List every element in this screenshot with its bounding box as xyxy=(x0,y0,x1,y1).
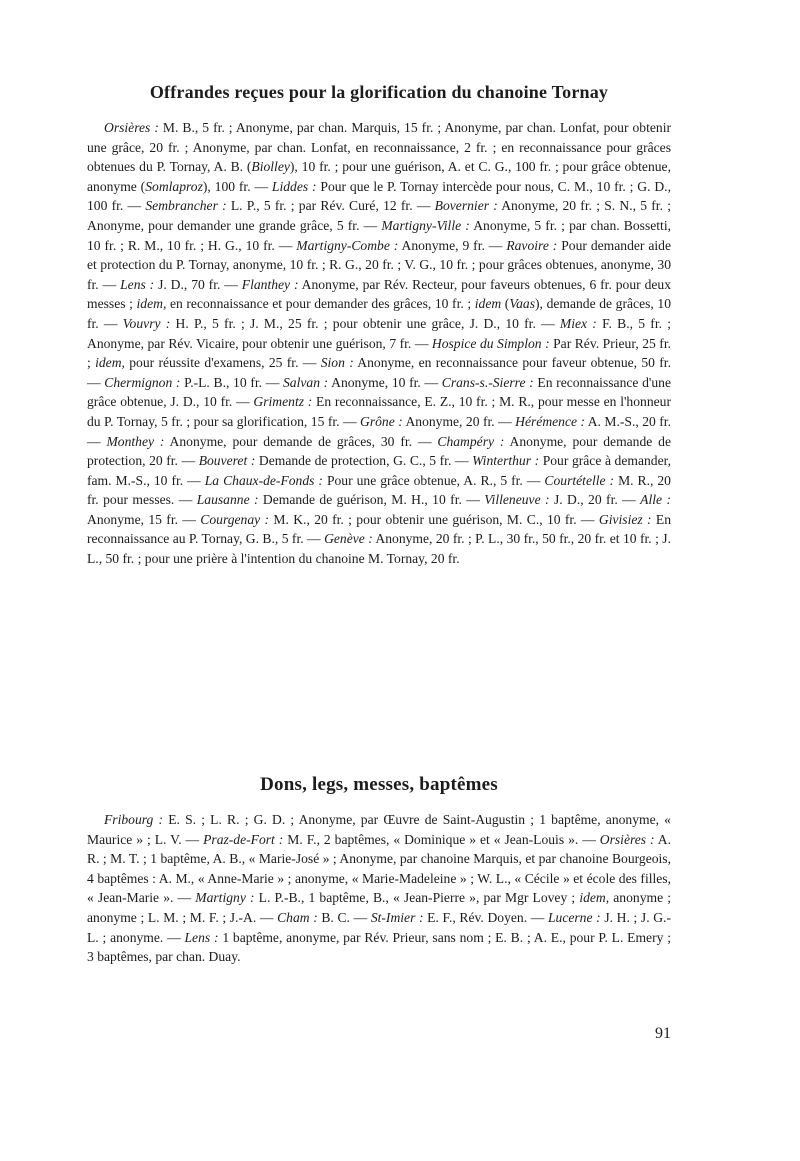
place-name: idem xyxy=(474,296,502,312)
entry-text: Demande de protection, G. C., 5 fr. — xyxy=(255,453,473,469)
entry-text: B. C. — xyxy=(317,909,371,925)
entry-text: Anonyme, en reconnaissance pour faveur obtenue, 50 fr. — xyxy=(87,355,671,390)
place-name: Courtételle : xyxy=(544,472,615,488)
entry-text: ), demande de grâces, 10 fr. — xyxy=(87,296,671,331)
place-name: Lucerne : xyxy=(547,909,601,925)
dons-heading: Dons, legs, messes, baptêmes xyxy=(260,774,498,795)
entry-text: Anonyme, 20 fr. ; S. N., 5 fr. ; Anonyme, pour demander une grande grâce, 5 fr. — xyxy=(87,198,671,233)
place-name: Bouveret : xyxy=(198,453,256,469)
place-name: Courgenay : xyxy=(200,511,270,527)
entry-text: pour réussite d'examens, 25 fr. — xyxy=(124,355,321,371)
place-name: Miex : xyxy=(559,315,597,331)
place-name: Cham : xyxy=(277,909,318,925)
place-name: Martigny-Ville : xyxy=(381,217,470,233)
place-name: Biolley xyxy=(251,159,290,175)
place-name: Vaas xyxy=(509,296,536,312)
entry-text: A. R. ; M. T. ; 1 baptême, A. B., « Marie-José » ; Anonyme, par chanoine Marquis, et par chanoine Bourgeois, 4 baptêmes : A. M., « Anne-Marie » ; anonyme, « Marie-Madeleine » ; W. L., « Cécile » et école des filles, « Jean-Marie ». — xyxy=(87,831,671,906)
place-name: Champéry : xyxy=(437,433,505,449)
entry-text: J. H. ; J. G.-L. ; anonyme. — xyxy=(87,909,671,945)
entry-text: M. R., 20 fr. pour messes. — xyxy=(87,472,671,508)
entry-text: ), 100 fr. — xyxy=(202,178,272,194)
entry-text: Anonyme, pour demande de protection, 20 fr. — xyxy=(87,433,672,469)
entry-text: Anonyme, 20 fr. ; P. L., 30 fr., 50 fr., 20 fr. et 10 fr. ; J. L., 50 fr. ; pour une prière à l'intention du chanoine M. Tornay, 20 fr. xyxy=(87,531,671,567)
place-name: Bovernier : xyxy=(434,198,498,214)
place-name: Martigny-Combe : xyxy=(296,237,399,253)
place-name: Martigny : xyxy=(195,890,255,906)
place-name: Monthey : xyxy=(106,433,165,449)
place-name: St-Imier : xyxy=(370,909,424,925)
entry-text: Anonyme, 10 fr. — xyxy=(328,374,442,390)
dons-paragraph xyxy=(87,810,671,967)
place-name: Chermignon : xyxy=(104,374,181,390)
place-name: Sion : xyxy=(320,355,354,371)
place-name: Grône : xyxy=(360,413,403,429)
entry-text: ), 10 fr. ; pour une guérison, A. et C. G., 100 fr. ; pour grâce obtenue, anonyme ( xyxy=(87,159,671,194)
entry-text: Pour grâce à demander, fam. M.-S., 10 fr. — xyxy=(87,453,671,488)
entry-text: en reconnaissance et pour demander des grâces, 10 fr. ; xyxy=(166,296,475,312)
entry-text: P.-L. B., 10 fr. — xyxy=(180,374,283,390)
place-name: Givisiez : xyxy=(598,511,652,527)
place-name: Somlaproz xyxy=(145,178,203,194)
entry-text: Anonyme, par Rév. Recteur, pour faveurs obtenues, 6 fr. pour deux messes ; xyxy=(87,276,671,312)
entry-text: En reconnaissance d'une grâce obtenue, J. D., 10 fr. — xyxy=(87,374,671,410)
entry-text: Pour demander aide et protection du P. Tornay, anonyme, 10 fr. ; R. G., 20 fr. ; V. G., 10 fr. ; pour grâces obtenues, anonyme, 30 fr. — xyxy=(87,237,672,292)
entry-text: J. D., 20 fr. — xyxy=(549,492,641,508)
entry-text: H. P., 5 fr. ; J. M., 25 fr. ; pour obtenir une grâce, J. D., 10 fr. — xyxy=(170,315,560,331)
place-name: Ravoire : xyxy=(506,237,558,253)
place-name: idem, xyxy=(95,355,125,371)
entry-text: Anonyme, 15 fr. — xyxy=(87,511,201,527)
entry-text: A. M.-S., 20 fr. — xyxy=(87,413,671,449)
entry-text: Pour une grâce obtenue, A. R., 5 fr. — xyxy=(322,472,545,488)
place-name: Praz-de-Fort : xyxy=(203,831,284,847)
place-name: Vouvry : xyxy=(122,315,171,331)
place-name: Villeneuve : xyxy=(484,492,550,508)
entry-text: ( xyxy=(501,296,510,312)
entry-text: M. F., 2 baptêmes, « Dominique » et « Jean-Louis ». — xyxy=(283,831,600,847)
place-name: idem, xyxy=(579,890,610,906)
place-name: Flanthey : xyxy=(241,276,299,292)
entry-text: F. B., 5 fr. ; Anonyme, par Rév. Vicaire, pour obtenir une guérison, 7 fr. — xyxy=(87,315,671,351)
place-name: Liddes : xyxy=(271,178,317,194)
place-name: idem, xyxy=(136,296,167,312)
entry-text: M. B., 5 fr. ; Anonyme, par chan. Marquis, 15 fr. ; Anonyme, par chan. Lonfat, pour obtenir une grâce, 20 fr. ; Anonyme, par chan. Lonfat, en reconnaissance, 2 fr. ; en reconnaissance pour grâces obtenues du P. Tornay, A. B. ( xyxy=(87,120,672,175)
place-name: Crans-s.-Sierre : xyxy=(441,374,534,390)
place-name: Salvan : xyxy=(283,374,329,390)
entry-text: Anonyme, 20 fr. — xyxy=(402,413,516,429)
entry-text: En reconnaissance, E. Z., 10 fr. ; M. R., pour messe en l'honneur du P. Tornay, 5 fr. ; pour sa glorification, 15 fr. — xyxy=(87,394,671,429)
place-name: Lausanne : xyxy=(196,492,259,508)
entry-text: Anonyme, pour demande de grâces, 30 fr. — xyxy=(164,433,438,449)
place-name: Winterthur : xyxy=(472,453,540,469)
place-name: Lens : xyxy=(184,929,219,945)
entry-text: Anonyme, 5 fr. ; par chan. Bossetti, 10 fr. ; R. M., 10 fr. ; H. G., 10 fr. — xyxy=(87,217,671,253)
page-number: 91 xyxy=(655,1025,671,1042)
place-name: Fribourg : xyxy=(104,812,164,827)
offrandes-heading: Offrandes reçues pour la glorification du chanoine Tornay xyxy=(149,82,609,102)
place-name: Grimentz : xyxy=(253,394,313,410)
entry-text: L. P., 5 fr. ; par Rév. Curé, 12 fr. — xyxy=(226,198,435,214)
entry-text: E. S. ; L. R. ; G. D. ; Anonyme, par Œuvre de Saint-Augustin ; 1 baptême, anonyme, « Maurice » ; L. V. — xyxy=(87,812,671,847)
place-name: Alle : xyxy=(640,492,671,508)
place-name: La Chaux-de-Fonds : xyxy=(204,472,323,488)
place-name: Hérémence : xyxy=(515,413,586,429)
entry-text: M. K., 20 fr. ; pour obtenir une guérison, M. C., 10 fr. — xyxy=(269,511,599,527)
entry-text: En reconnaissance au P. Tornay, G. B., 5 fr. — xyxy=(87,511,671,547)
entry-text: Demande de guérison, M. H., 10 fr. — xyxy=(258,492,485,508)
place-name: Hospice du Simplon : xyxy=(431,335,550,351)
entry-text: 1 baptême, anonyme, par Rév. Prieur, sans nom ; E. B. ; A. E., pour P. L. Emery ; 3 baptêmes, par chan. Duay. xyxy=(87,929,671,965)
entry-text: Par Rév. Prieur, 25 fr. ; xyxy=(87,335,671,371)
entry-text: anonyme ; anonyme ; L. M. ; M. F. ; J.-A. — xyxy=(87,890,672,925)
entry-text: Pour que le P. Tornay intercède pour nous, C. M., 10 fr. ; G. D., 100 fr. — xyxy=(87,178,671,214)
place-name: Lens : xyxy=(120,276,155,292)
offrandes-paragraph xyxy=(87,118,671,569)
place-name: Sembrancher : xyxy=(145,198,227,214)
place-name: Genève : xyxy=(324,531,373,547)
place-name: Orsières : xyxy=(104,120,159,135)
place-name: Orsières : xyxy=(599,831,655,847)
entry-text: E. F., Rév. Doyen. — xyxy=(423,909,548,925)
entry-text: Anonyme, 9 fr. — xyxy=(398,237,507,253)
entry-text: J. D., 70 fr. — xyxy=(154,276,242,292)
entry-text: L. P.-B., 1 baptême, B., « Jean-Pierre », par Mgr Lovey ; xyxy=(254,890,580,906)
